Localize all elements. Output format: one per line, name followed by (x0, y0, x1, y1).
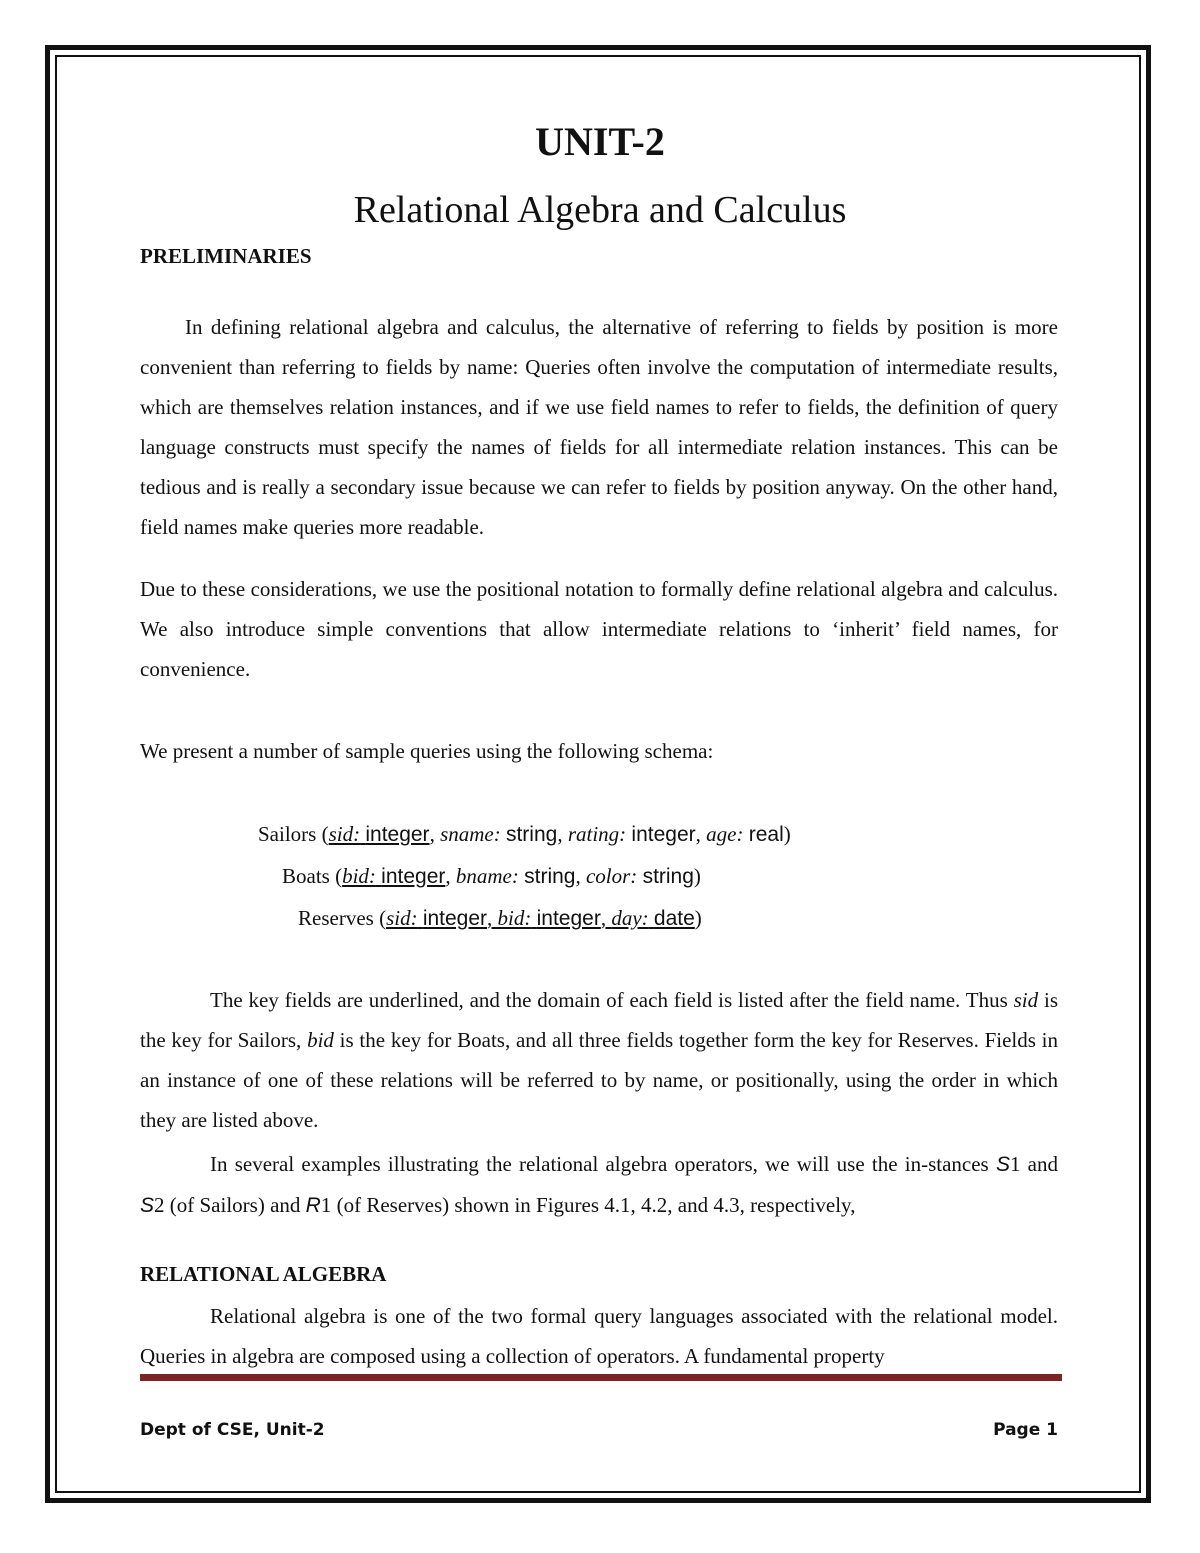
instance-symbol: S (140, 1194, 155, 1217)
field-name: sid (1013, 988, 1039, 1012)
field-name: age: (706, 822, 744, 846)
heading-preliminaries: PRELIMINARIES (140, 244, 312, 268)
schema-boats: Boats (bid: integer, bname: string, color: string) (282, 864, 701, 888)
field-name: bid: (497, 906, 532, 930)
field-domain: integer (631, 823, 696, 846)
key-field (342, 864, 445, 888)
field-domain: integer (365, 823, 430, 846)
paragraph-text: Due to these considerations, we use the positional notation to formally define relational algebra and calculus. We also introduce simple conventions that allow intermediate relations to ‘inherit’ field names, for convenience. (140, 577, 1058, 681)
main-title: Relational Algebra and Calculus (353, 189, 847, 231)
paragraph-text: We present a number of sample queries using the following schema: (140, 739, 714, 763)
field-domain: string (505, 823, 558, 846)
footer-department: Dept of CSE, Unit-2 (140, 1420, 325, 1440)
key-field: sid: integer, bid: integer, day: date (386, 906, 695, 930)
relation-name: Reserves (298, 906, 374, 930)
paragraph-examples (140, 1144, 1058, 1226)
field-name: color: (585, 864, 638, 888)
footer-rule (140, 1374, 1062, 1381)
paragraph-text: is the key for Boats, and all three fields together form the key for Reserves. Fields in an instance of one of these relations will be referred to by name, or positionally, using the order in which they are listed above. (140, 1028, 1059, 1132)
instance-symbol: R (305, 1194, 321, 1217)
paragraph-text: In defining relational algebra and calculus, the alternative of referring to fields by position is more convenient than referring to fields by name: Queries often involve the computation of intermediate results, which are themselves relation instances, and if we use field names to refer to fields, the definition of query language constructs must specify the names of fields for all intermediate relation instances. This can be tedious and is really a secondary issue because we can refer to fields by position anyway. On the other hand, field names make queries more readable. (140, 315, 1058, 539)
heading-relational-algebra: RELATIONAL ALGEBRA (140, 1262, 387, 1286)
field-name: bname: (455, 864, 519, 888)
field-name: sname: (440, 822, 501, 846)
paragraph-text: 2 (of Sailors) and (154, 1193, 306, 1217)
paragraph-preliminaries (140, 307, 1058, 547)
field-name: rating: (567, 822, 627, 846)
relation-name: Sailors (258, 822, 317, 846)
footer-page-number: Page 1 (993, 1420, 1058, 1440)
field-name: bid (307, 1028, 334, 1052)
unit-title: UNIT-2 (535, 119, 665, 164)
paragraph-key-fields (140, 980, 1058, 1140)
field-name: bid: (342, 864, 376, 888)
paragraph-text: Relational algebra is one of the two formal query languages associated with the relational model. Queries in algebra are composed using a collection of operators. A fundamental property (140, 1304, 1058, 1368)
paragraph-considerations (140, 569, 1058, 689)
relation-name: Boats (282, 864, 330, 888)
field-domain: integer (381, 865, 446, 888)
field-name: sid: (328, 822, 361, 846)
field-domain: integer (536, 907, 601, 930)
schema-reserves: Reserves (sid: integer, bid: integer, day: date) (298, 906, 702, 930)
field-name: day: (611, 906, 649, 930)
field-domain: date (653, 907, 695, 930)
paragraph-text: 1 (of Reserves) shown in Figures 4.1, 4.2, and 4.3, respectively, (320, 1193, 856, 1217)
field-domain: integer (422, 907, 488, 930)
paragraph-relational-algebra (140, 1296, 1058, 1376)
paragraph-text: In several examples illustrating the relational algebra operators, we will use the in-stances (210, 1152, 996, 1176)
schema-sailors: Sailors (sid: integer, sname: string, rating: integer, age: real) (258, 822, 791, 846)
instance-symbol: S (995, 1153, 1010, 1176)
key-field (329, 822, 430, 846)
field-domain: string (642, 865, 694, 888)
paragraph-text: is the key for Sailors, (140, 988, 1058, 1052)
paragraph-text: 1 and (1009, 1152, 1058, 1176)
paragraph-text: The key fields are underlined, and the domain of each field is listed after the field name. Thus (210, 988, 1014, 1012)
field-name: sid: (386, 906, 418, 930)
field-domain: real (748, 823, 784, 846)
paragraph-sample-queries (140, 731, 1058, 771)
field-domain: string (524, 865, 576, 888)
